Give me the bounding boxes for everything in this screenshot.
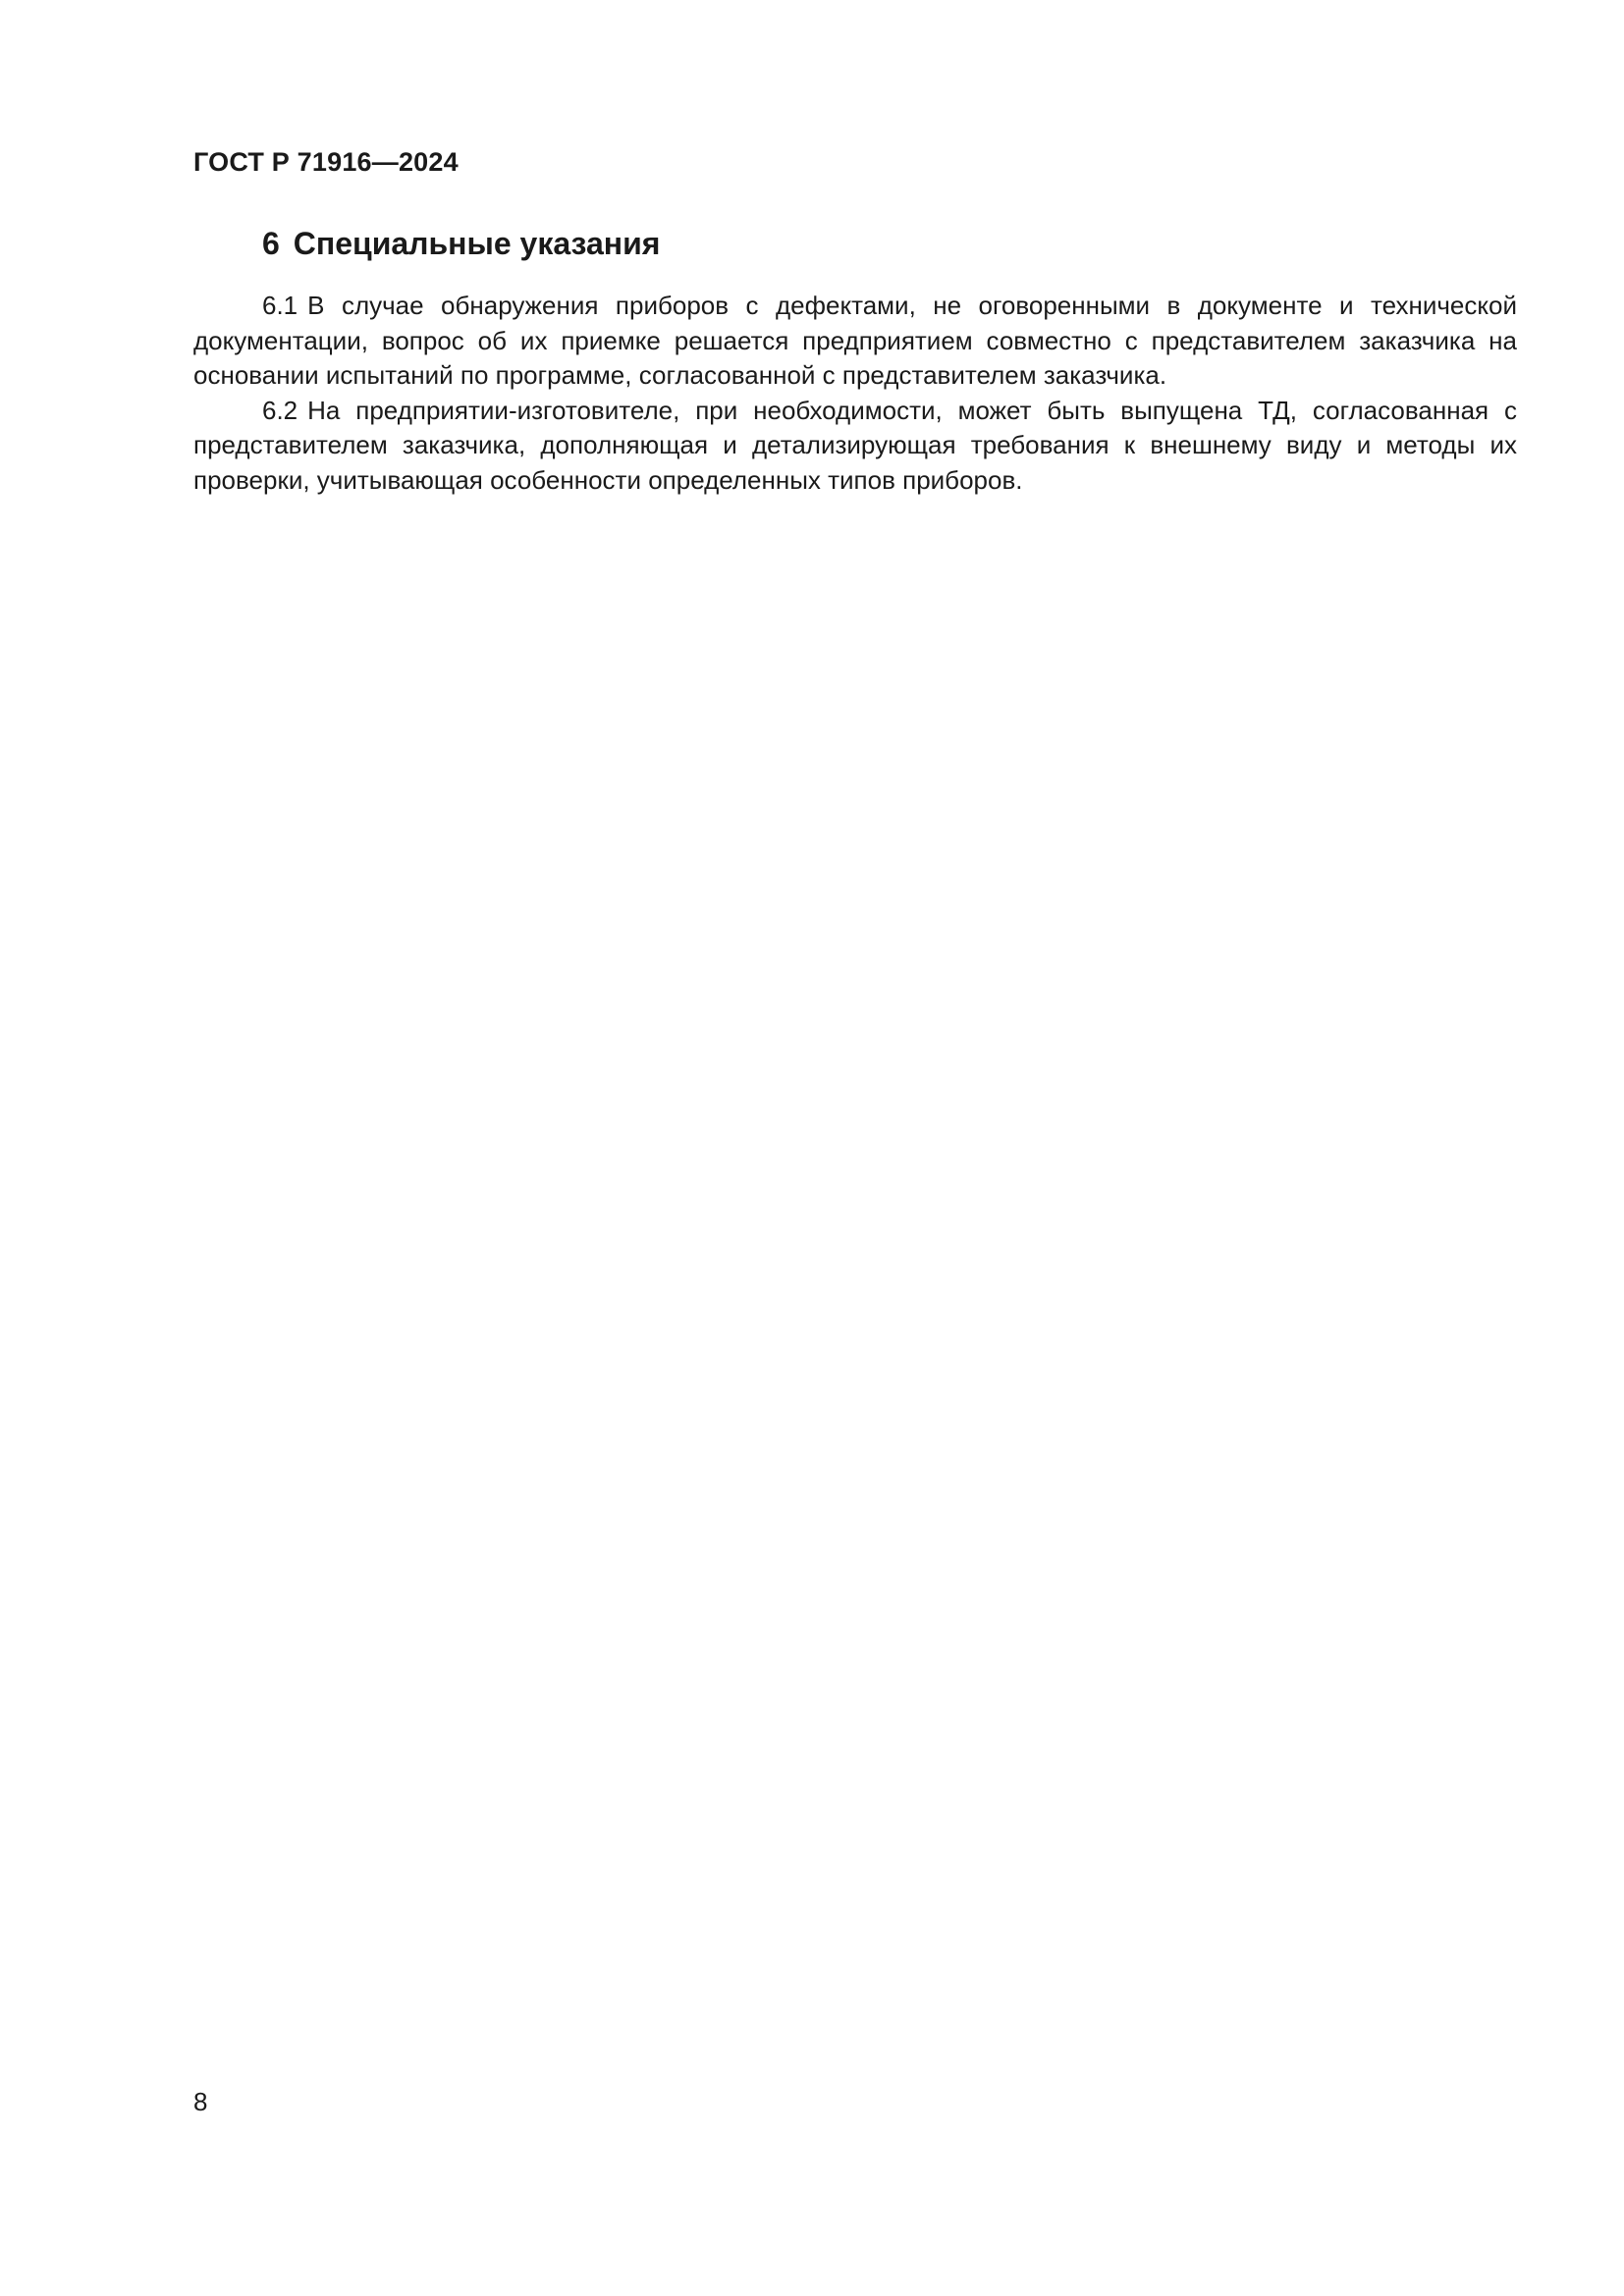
paragraph-number: 6.2 <box>262 395 298 425</box>
paragraph-number: 6.1 <box>262 291 298 320</box>
section-body <box>193 289 1517 498</box>
section-title: Специальные указания <box>293 226 661 261</box>
paragraph-6-1 <box>193 289 1517 394</box>
paragraph-6-2 <box>193 394 1517 499</box>
section-heading <box>262 226 660 262</box>
document-code-header: ГОСТ Р 71916—2024 <box>193 147 459 177</box>
page-number: 8 <box>193 2087 208 2116</box>
paragraph-text: В случае обнаружения приборов с дефектами, не оговоренными в документе и технической документации, вопрос об их приемке решается предприятием совместно с представителем заказчика на основании испытаний по программе, согласованной с представителем заказчика. <box>193 291 1517 390</box>
paragraph-text: На предприятии-изготовителе, при необходимости, может быть выпущена ТД, согласованная с представителем заказчика, дополняющая и детализирующая требования к внешнему виду и методы их проверки, учитывающая особенности определенных типов приборов. <box>193 395 1517 495</box>
section-number: 6 <box>262 226 280 261</box>
